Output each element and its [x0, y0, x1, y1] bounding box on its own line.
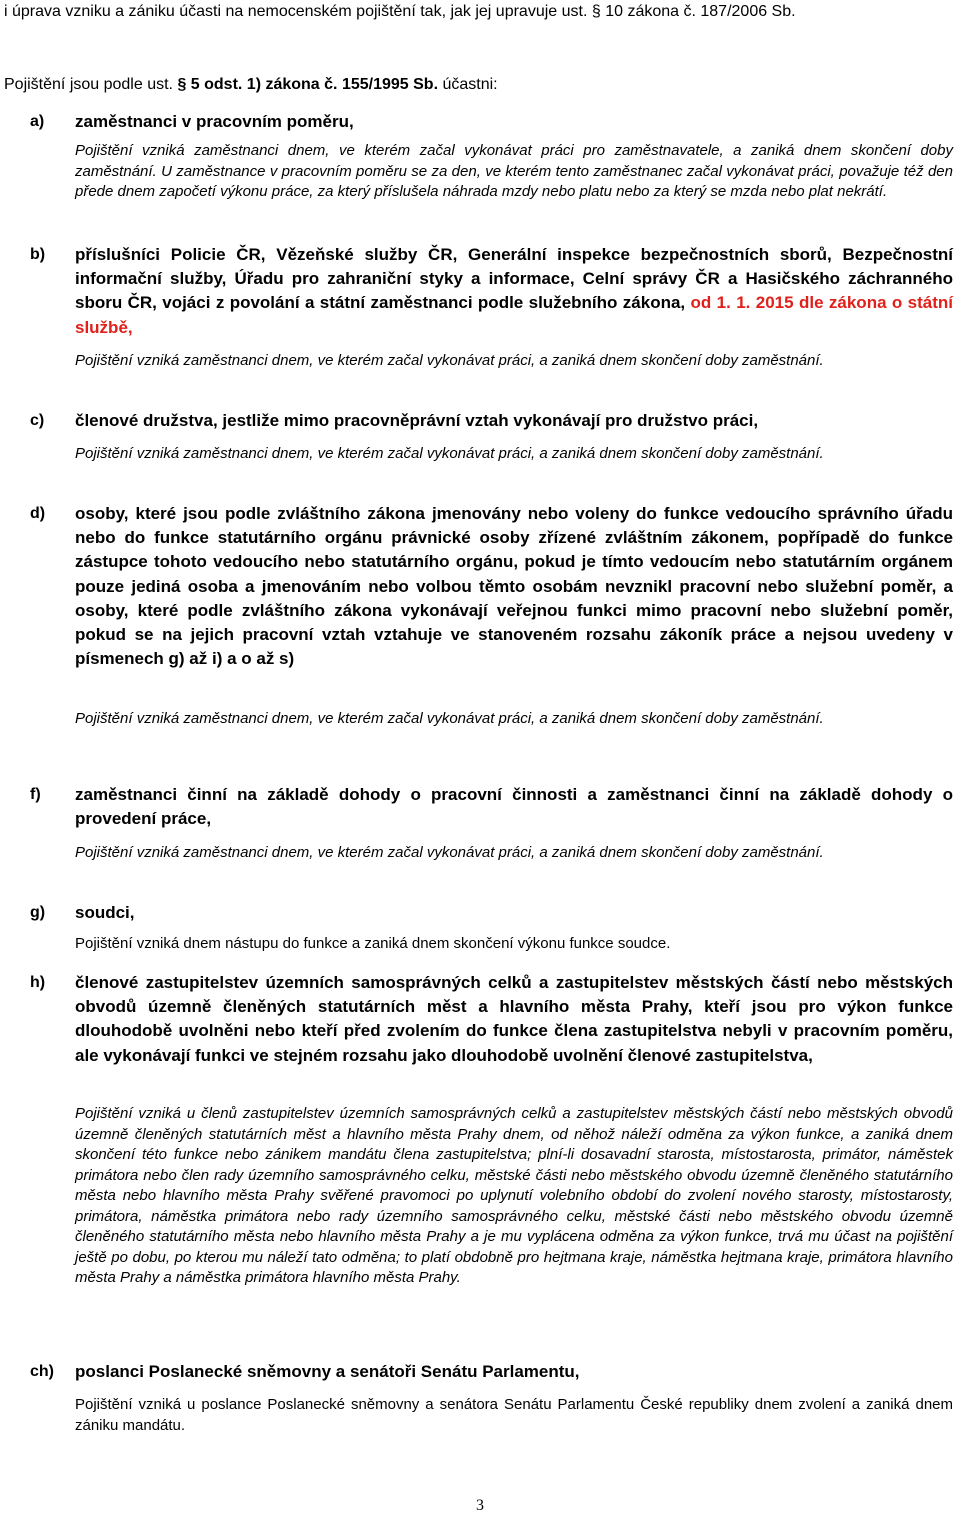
- item-label: g): [30, 904, 46, 921]
- item-heading: osoby, které jsou podle zvláštního zákona jmenovány nebo voleny do funkce vedoucího správního úřadu nebo do funkce statutárního orgánu právnické osoby zřízené zvláštním zákonem, popřípadě do funkce zástupce tohoto vedoucího nebo statutárního orgánu, pokud je tímto vedoucím nebo statutárním orgánem pouze jediná osoba a jmenováním nebo volbou těmto osobám nevznikl pracovní nebo služební poměr, a osoby, které podle zvláštního zákona vykonávají veřejnou funkci mimo pracovní nebo služební poměr, pokud se na jejich pracovní vztah vztahuje ve stanoveném rozsahu zákoník práce a nejsou uvedeny v písmenech g) až i) a o až s): [75, 504, 953, 669]
- item-description: Pojištění vzniká zaměstnanci dnem, ve kterém začal vykonávat práci, a zaniká dnem skončení doby zaměstnání.: [75, 710, 824, 727]
- item-label: a): [30, 113, 45, 130]
- item-label: d): [30, 505, 46, 522]
- item-description: Pojištění vzniká zaměstnanci dnem, ve kterém začal vykonávat práci, a zaniká dnem skončení doby zaměstnání.: [75, 445, 824, 462]
- item-label: ch): [30, 1363, 54, 1380]
- item-description: Pojištění vzniká zaměstnanci dnem, ve kterém začal vykonávat práci, a zaniká dnem skončení doby zaměstnání.: [75, 352, 824, 369]
- item-heading-amendment: od 1. 1. 2015 dle zákona o státní službě,: [75, 293, 954, 337]
- intro-line-1: i úprava vzniku a zániku účasti na nemocenském pojištění tak, jak jej upravuje ust. § 10 zákona č. 187/2006 Sb.: [4, 3, 796, 20]
- item-description: Pojištění vzniká dnem nástupu do funkce a zaniká dnem skončení výkonu funkce soudce.: [75, 935, 671, 952]
- item-heading-text: příslušníci Policie ČR, Vězeňské služby ČR, Generální inspekce bezpečnostních sborů, Bezpečnostní informační služby, Úřadu pro zahraniční styky a informace, Celní správy ČR a Hasičského záchranného sboru ČR, vojáci z povolání a státní zaměstnanci podle služebního zákona,: [75, 245, 953, 313]
- item-label: c): [30, 412, 45, 429]
- item-description: Pojištění vzniká u členů zastupitelstev územních samosprávných celků a zastupitelstev městských částí nebo městských obvodů územně členěných statutárních měst a hlavního města Prahy dnem, od něhož náleží odměna za výkon funkce, a zaniká dnem skončení této funkce nebo zánikem mandátu člena zastupitelstva; plní-li dosavadní starosta, místostarosta, primátor, náměstek primátora nebo člen rady územního samosprávného celku, městské části nebo městského obvodu územně členěného statutárního města nebo hlavního města Prahy svěřené pravomoci po uplynutí volebního období do zvolení nového starosty, místostarosty, primátora, náměstka primátora nebo rady územního samosprávného celku, městské části nebo městského obvodu územně členěného statutárního města nebo hlavního města Prahy a je mu vyplácena odměna za výkon funkce, trvá mu účast na pojištění ještě po dobu, po kterou mu náleží tato odměna; to platí obdobně pro hejtmana kraje, náměstka hejtmana kraje, primátora hlavního města Prahy a náměstka primátora hlavního města Prahy.: [75, 1105, 953, 1286]
- intro-line-2-suffix: účastni:: [438, 76, 498, 93]
- item-description: Pojištění vzniká zaměstnanci dnem, ve kterém začal vykonávat práci, a zaniká dnem skončení doby zaměstnání.: [75, 844, 824, 861]
- item-description: Pojištění vzniká zaměstnanci dnem, ve kterém začal vykonávat práci pro zaměstnavatele, a zaniká dnem skončení doby zaměstnání. U zaměstnance v pracovním poměru se za den, ve kterém tento zaměstnanec začal vykonávat práci, považuje též den přede dnem započetí výkonu práce, za který příslušela náhrada mzdy nebo platu nebo za který se mzda nebo plat nekrátí.: [75, 142, 953, 200]
- item-heading: členové družstva, jestliže mimo pracovněprávní vztah vykonávají pro družstvo práci,: [75, 411, 759, 430]
- item-heading: soudci,: [75, 903, 135, 922]
- item-heading: [75, 243, 953, 340]
- item-label: f): [30, 786, 41, 803]
- item-description: Pojištění vzniká u poslance Poslanecké sněmovny a senátora Senátu Parlamentu České republiky dnem zvolení a zaniká dnem zániku mandátu.: [75, 1396, 953, 1434]
- item-label: h): [30, 974, 46, 991]
- item-heading: poslanci Poslanecké sněmovny a senátoři Senátu Parlamentu,: [75, 1362, 580, 1381]
- item-heading: členové zastupitelstev územních samosprávných celků a zastupitelstev městských částí nebo městských obvodů územně členěných statutárních měst a hlavního města Prahy, kteří jsou pro výkon funkce dlouhodobě uvolněni nebo kteří před zvolením do funkce člena zastupitelstva nebyli v pracovním poměru, ale vykonávají funkci ve stejném rozsahu jako dlouhodobě uvolnění členové zastupitelstva,: [75, 973, 953, 1065]
- intro-paragraph: [4, 0, 954, 24]
- item-label: b): [30, 246, 46, 263]
- intro-line-2-prefix: Pojištění jsou podle ust.: [4, 76, 178, 93]
- item-heading: zaměstnanci činní na základě dohody o pracovní činnosti a zaměstnanci činní na základě dohody o provedení práce,: [75, 785, 953, 829]
- intro-line-2-law: § 5 odst. 1) zákona č. 155/1995 Sb.: [177, 76, 439, 93]
- item-heading: zaměstnanci v pracovním poměru,: [75, 112, 354, 131]
- page-number: 3: [476, 1497, 484, 1514]
- intro-paragraph-2: [4, 73, 954, 97]
